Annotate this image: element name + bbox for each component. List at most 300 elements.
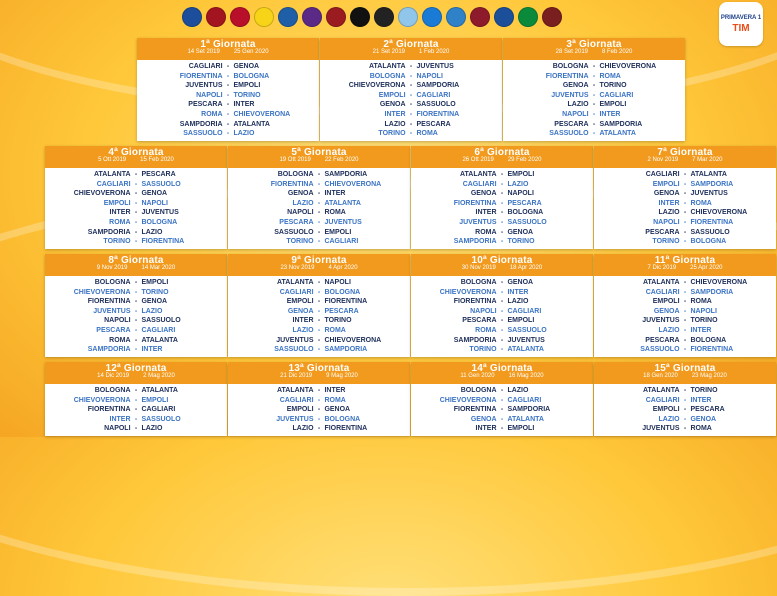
fiorentina-crest-icon: [302, 7, 322, 27]
home-team: TORINO: [652, 238, 680, 246]
round-header: [320, 38, 502, 60]
away-team: NAPOLI: [416, 72, 443, 80]
match-list: [228, 384, 410, 436]
home-team: PESCARA: [462, 317, 497, 325]
match-separator: -: [683, 415, 687, 423]
match-row: [320, 120, 502, 130]
home-team: CAGLIARI: [188, 63, 223, 70]
genoa-crest-icon: [326, 7, 346, 27]
match-row: [320, 91, 502, 101]
away-team: PESCARA: [507, 199, 542, 207]
match-separator: -: [683, 406, 687, 414]
round-header: [228, 146, 410, 168]
second-leg-date: 25 Apr 2020: [690, 265, 723, 271]
match-separator: -: [134, 209, 138, 217]
match-row: [228, 415, 410, 425]
match-row: [45, 336, 227, 346]
match-separator: -: [500, 218, 504, 226]
match-separator: -: [683, 288, 687, 296]
bologna-crest-icon: [206, 7, 226, 27]
away-team: JUVENTUS: [416, 63, 454, 70]
away-team: TORINO: [690, 387, 718, 394]
home-team: PESCARA: [645, 228, 680, 236]
home-team: PESCARA: [188, 101, 223, 109]
round-title: 12ª Giornata: [105, 363, 167, 374]
round-card: [45, 362, 227, 436]
away-team: CAGLIARI: [507, 396, 542, 404]
home-team: FIORENTINA: [453, 298, 497, 306]
home-team: GENOA: [287, 190, 314, 198]
round-header: [411, 146, 593, 168]
home-team: SASSUOLO: [274, 346, 314, 354]
match-separator: -: [226, 91, 230, 99]
match-row: [137, 100, 319, 110]
away-team: FIORENTINA: [141, 238, 185, 246]
match-row: [411, 297, 593, 307]
match-row: [594, 336, 776, 346]
away-team: BOLOGNA: [507, 209, 544, 217]
match-row: [45, 228, 227, 238]
away-team: BOLOGNA: [690, 238, 727, 246]
second-leg-date: 15 Feb 2020: [140, 157, 174, 163]
match-row: [503, 62, 685, 72]
home-team: JUVENTUS: [551, 91, 589, 99]
match-row: [411, 208, 593, 218]
first-leg-date: 2 Nov 2019: [647, 157, 679, 163]
match-separator: -: [500, 288, 504, 296]
home-team: JUVENTUS: [459, 218, 497, 226]
home-team: BOLOGNA: [369, 72, 406, 80]
match-separator: -: [500, 317, 504, 325]
match-row: [228, 180, 410, 190]
match-separator: -: [317, 298, 321, 306]
home-team: ATALANTA: [276, 387, 314, 394]
home-team: LAZIO: [567, 101, 589, 109]
match-row: [594, 208, 776, 218]
match-row: [411, 396, 593, 406]
away-team: SASSUOLO: [141, 415, 181, 423]
first-leg-date: 26 Ott 2019: [462, 157, 494, 163]
match-separator: -: [134, 317, 138, 325]
match-separator: -: [500, 406, 504, 414]
first-leg-date: 7 Dic 2019: [647, 265, 677, 271]
home-team: BOLOGNA: [460, 279, 497, 286]
match-row: [45, 199, 227, 209]
home-team: CHIEVOVERONA: [439, 396, 497, 404]
home-team: INTER: [292, 317, 314, 325]
away-team: NAPOLI: [324, 279, 351, 286]
away-team: LAZIO: [507, 387, 529, 394]
match-row: [411, 424, 593, 434]
home-team: ATALANTA: [368, 63, 406, 70]
round-card: [411, 362, 593, 436]
home-team: ATALANTA: [459, 171, 497, 178]
match-separator: -: [500, 336, 504, 344]
second-leg-date: 29 Feb 2020: [507, 157, 542, 163]
away-team: FIORENTINA: [690, 346, 734, 354]
home-team: GENOA: [379, 101, 406, 109]
round-title: 11ª Giornata: [654, 255, 716, 266]
round-card: [45, 254, 227, 357]
match-row: [594, 199, 776, 209]
match-row: [45, 297, 227, 307]
away-team: ROMA: [416, 130, 438, 138]
match-list: [228, 168, 410, 249]
match-row: [411, 199, 593, 209]
round-card: [320, 38, 502, 141]
match-row: [411, 170, 593, 180]
match-separator: -: [317, 238, 321, 246]
home-team: JUVENTUS: [276, 415, 314, 423]
home-team: GENOA: [653, 307, 680, 315]
atalanta-crest-icon: [182, 7, 202, 27]
second-leg-date: 22 Feb 2020: [324, 157, 359, 163]
match-row: [45, 326, 227, 336]
home-team: JUVENTUS: [93, 307, 131, 315]
away-team: ATALANTA: [507, 415, 544, 423]
match-separator: -: [683, 326, 687, 334]
home-team: FIORENTINA: [87, 406, 131, 414]
match-list: [45, 384, 227, 436]
away-team: ROMA: [690, 425, 712, 433]
round-header: [594, 146, 776, 168]
match-separator: -: [317, 228, 321, 236]
home-team: PESCARA: [279, 218, 314, 226]
round-title: 8ª Giornata: [108, 255, 164, 266]
away-team: INTER: [233, 101, 255, 109]
home-team: SAMPDORIA: [453, 336, 497, 344]
away-team: NAPOLI: [141, 199, 168, 207]
round-card: [594, 362, 776, 436]
match-list: [503, 60, 685, 141]
away-team: BOLOGNA: [141, 218, 178, 226]
away-team: SAMPDORIA: [416, 82, 460, 90]
match-row: [228, 297, 410, 307]
away-team: LAZIO: [233, 130, 255, 138]
away-team: SAMPDORIA: [599, 120, 643, 128]
home-team: ROMA: [475, 326, 497, 334]
match-row: [320, 110, 502, 120]
match-row: [594, 415, 776, 425]
match-row: [411, 228, 593, 238]
home-team: TORINO: [286, 238, 314, 246]
home-team: SAMPDORIA: [453, 238, 497, 246]
round-title: 13ª Giornata: [288, 363, 350, 374]
away-team: EMPOLI: [599, 101, 627, 109]
home-team: ATALANTA: [642, 387, 680, 394]
second-leg-date: 7 Mar 2020: [692, 157, 723, 163]
away-team: LAZIO: [507, 180, 529, 188]
second-leg-date: 16 Mag 2020: [508, 373, 544, 379]
match-separator: -: [134, 336, 138, 344]
match-row: [228, 199, 410, 209]
round-header: [45, 254, 227, 276]
match-row: [228, 218, 410, 228]
match-separator: -: [317, 387, 321, 394]
round-title: 14ª Giornata: [471, 363, 533, 374]
match-separator: -: [134, 298, 138, 306]
away-team: ATALANTA: [233, 120, 270, 128]
match-separator: -: [592, 91, 596, 99]
first-leg-date: 21 Dic 2019: [280, 373, 313, 379]
match-row: [45, 307, 227, 317]
match-separator: -: [226, 72, 230, 80]
match-row: [411, 316, 593, 326]
home-team: EMPOLI: [652, 298, 680, 306]
away-team: SASSUOLO: [416, 101, 456, 109]
match-separator: -: [134, 180, 138, 188]
match-row: [45, 386, 227, 396]
sampdoria-crest-icon: [494, 7, 514, 27]
match-row: [45, 405, 227, 415]
round-card: [45, 146, 227, 249]
match-separator: -: [500, 199, 504, 207]
away-team: INTER: [141, 346, 163, 354]
home-team: PESCARA: [554, 120, 589, 128]
match-separator: -: [500, 326, 504, 334]
home-team: LAZIO: [292, 425, 314, 433]
match-row: [45, 396, 227, 406]
home-team: ROMA: [109, 336, 131, 344]
away-team: TORINO: [141, 288, 169, 296]
match-row: [320, 100, 502, 110]
round-title: 1ª Giornata: [200, 39, 256, 50]
home-team: INTER: [109, 415, 131, 423]
first-leg-date: 18 Gen 2020: [643, 373, 678, 379]
match-separator: -: [500, 228, 504, 236]
home-team: CHIEVOVERONA: [73, 288, 131, 296]
match-separator: -: [317, 307, 321, 315]
away-team: LAZIO: [141, 307, 163, 315]
match-row: [228, 345, 410, 355]
match-row: [228, 237, 410, 247]
match-list: [594, 276, 776, 357]
away-team: ATALANTA: [324, 199, 361, 207]
match-separator: -: [500, 307, 504, 315]
match-row: [228, 336, 410, 346]
match-row: [594, 189, 776, 199]
match-row: [411, 189, 593, 199]
match-row: [594, 297, 776, 307]
match-separator: -: [317, 209, 321, 217]
away-team: INTER: [599, 110, 621, 118]
home-team: LAZIO: [658, 326, 680, 334]
match-row: [411, 386, 593, 396]
home-team: EMPOLI: [378, 91, 406, 99]
round-card: [137, 38, 319, 141]
match-separator: -: [683, 317, 687, 325]
home-team: CAGLIARI: [96, 180, 131, 188]
match-separator: -: [226, 130, 230, 138]
away-team: FIORENTINA: [324, 298, 368, 306]
empoli-crest-icon: [278, 7, 298, 27]
match-row: [411, 288, 593, 298]
match-list: [228, 276, 410, 357]
match-separator: -: [683, 387, 687, 394]
round-title: 15ª Giornata: [654, 363, 716, 374]
away-team: GENOA: [233, 63, 260, 70]
match-separator: -: [592, 82, 596, 90]
napoli-crest-icon: [422, 7, 442, 27]
round-header: [45, 146, 227, 168]
away-team: INTER: [690, 326, 712, 334]
round-header: [411, 362, 593, 384]
home-team: TORINO: [378, 130, 406, 138]
second-leg-date: 14 Mar 2020: [141, 265, 176, 271]
match-list: [594, 384, 776, 436]
match-separator: -: [500, 415, 504, 423]
match-row: [45, 316, 227, 326]
match-separator: -: [317, 396, 321, 404]
match-row: [503, 129, 685, 139]
home-team: NAPOLI: [653, 218, 680, 226]
home-team: JUVENTUS: [276, 336, 314, 344]
home-team: INTER: [109, 209, 131, 217]
away-team: ROMA: [324, 326, 346, 334]
match-row: [594, 396, 776, 406]
match-separator: -: [409, 120, 413, 128]
round-header: [594, 362, 776, 384]
home-team: NAPOLI: [470, 307, 497, 315]
match-separator: -: [317, 288, 321, 296]
match-list: [411, 276, 593, 357]
home-team: TORINO: [469, 346, 497, 354]
home-team: CAGLIARI: [645, 171, 680, 178]
match-separator: -: [226, 101, 230, 109]
lazio-crest-icon: [398, 7, 418, 27]
home-team: PESCARA: [96, 326, 131, 334]
match-separator: -: [683, 218, 687, 226]
away-team: SAMPDORIA: [690, 288, 734, 296]
match-separator: -: [134, 171, 138, 178]
match-row: [594, 316, 776, 326]
home-team: SAMPDORIA: [87, 346, 131, 354]
away-team: JUVENTUS: [690, 190, 728, 198]
first-leg-date: 21 Set 2019: [372, 49, 405, 55]
away-team: INTER: [690, 396, 712, 404]
away-team: GENOA: [324, 406, 351, 414]
match-separator: -: [134, 228, 138, 236]
home-team: INTER: [384, 110, 406, 118]
match-row: [137, 81, 319, 91]
match-separator: -: [134, 406, 138, 414]
home-team: EMPOLI: [652, 406, 680, 414]
match-separator: -: [134, 279, 138, 286]
chievo-crest-icon: [254, 7, 274, 27]
away-team: FIORENTINA: [690, 218, 734, 226]
away-team: BOLOGNA: [690, 336, 727, 344]
match-separator: -: [683, 228, 687, 236]
match-separator: -: [317, 180, 321, 188]
match-row: [228, 316, 410, 326]
home-team: GENOA: [653, 190, 680, 198]
match-row: [45, 208, 227, 218]
match-list: [411, 384, 593, 436]
round-card: [594, 146, 776, 249]
match-separator: -: [409, 63, 413, 70]
away-team: CHIEVOVERONA: [599, 63, 657, 70]
match-row: [137, 62, 319, 72]
home-team: EMPOLI: [103, 199, 131, 207]
match-row: [228, 386, 410, 396]
away-team: PESCARA: [324, 307, 359, 315]
match-separator: -: [317, 415, 321, 423]
match-separator: -: [500, 209, 504, 217]
away-team: GENOA: [690, 415, 717, 423]
away-team: EMPOLI: [507, 425, 535, 433]
match-separator: -: [317, 326, 321, 334]
match-separator: -: [500, 387, 504, 394]
match-row: [411, 237, 593, 247]
match-separator: -: [134, 238, 138, 246]
match-separator: -: [683, 346, 687, 354]
match-separator: -: [317, 336, 321, 344]
home-team: SAMPDORIA: [87, 228, 131, 236]
home-team: LAZIO: [658, 415, 680, 423]
second-leg-date: 1 Feb 2020: [419, 49, 450, 55]
home-team: ROMA: [201, 110, 223, 118]
away-team: GENOA: [507, 228, 534, 236]
match-row: [503, 81, 685, 91]
match-row: [594, 218, 776, 228]
round-title: 3ª Giornata: [566, 39, 622, 50]
match-separator: -: [409, 110, 413, 118]
home-team: FIORENTINA: [87, 298, 131, 306]
away-team: LAZIO: [141, 228, 163, 236]
away-team: BOLOGNA: [324, 288, 361, 296]
away-team: CAGLIARI: [141, 406, 176, 414]
away-team: SASSUOLO: [141, 317, 181, 325]
match-row: [45, 278, 227, 288]
round-card: [594, 254, 776, 357]
home-team: ATALANTA: [93, 171, 131, 178]
match-separator: -: [683, 171, 687, 178]
match-row: [45, 345, 227, 355]
away-team: NAPOLI: [690, 307, 717, 315]
match-row: [594, 326, 776, 336]
away-team: FIORENTINA: [416, 110, 460, 118]
home-team: NAPOLI: [562, 110, 589, 118]
home-team: ATALANTA: [276, 279, 314, 286]
match-separator: -: [500, 180, 504, 188]
home-team: NAPOLI: [104, 317, 131, 325]
away-team: BOLOGNA: [324, 415, 361, 423]
torino-crest-icon: [542, 7, 562, 27]
round-title: 5ª Giornata: [291, 147, 347, 158]
away-team: JUVENTUS: [507, 336, 545, 344]
home-team: CHIEVOVERONA: [73, 190, 131, 198]
match-row: [320, 62, 502, 72]
home-team: CHIEVOVERONA: [348, 82, 406, 90]
match-separator: -: [317, 199, 321, 207]
match-separator: -: [317, 346, 321, 354]
match-row: [137, 120, 319, 130]
match-row: [45, 415, 227, 425]
home-team: GENOA: [562, 82, 589, 90]
match-separator: -: [317, 279, 321, 286]
match-row: [228, 278, 410, 288]
first-leg-date: 14 Set 2019: [187, 49, 220, 55]
away-team: CAGLIARI: [141, 326, 176, 334]
match-row: [594, 386, 776, 396]
away-team: TORINO: [690, 317, 718, 325]
match-separator: -: [134, 326, 138, 334]
away-team: ROMA: [324, 396, 346, 404]
home-team: BOLOGNA: [94, 279, 131, 286]
away-team: CAGLIARI: [507, 307, 542, 315]
match-separator: -: [226, 120, 230, 128]
home-team: CHIEVOVERONA: [439, 288, 497, 296]
